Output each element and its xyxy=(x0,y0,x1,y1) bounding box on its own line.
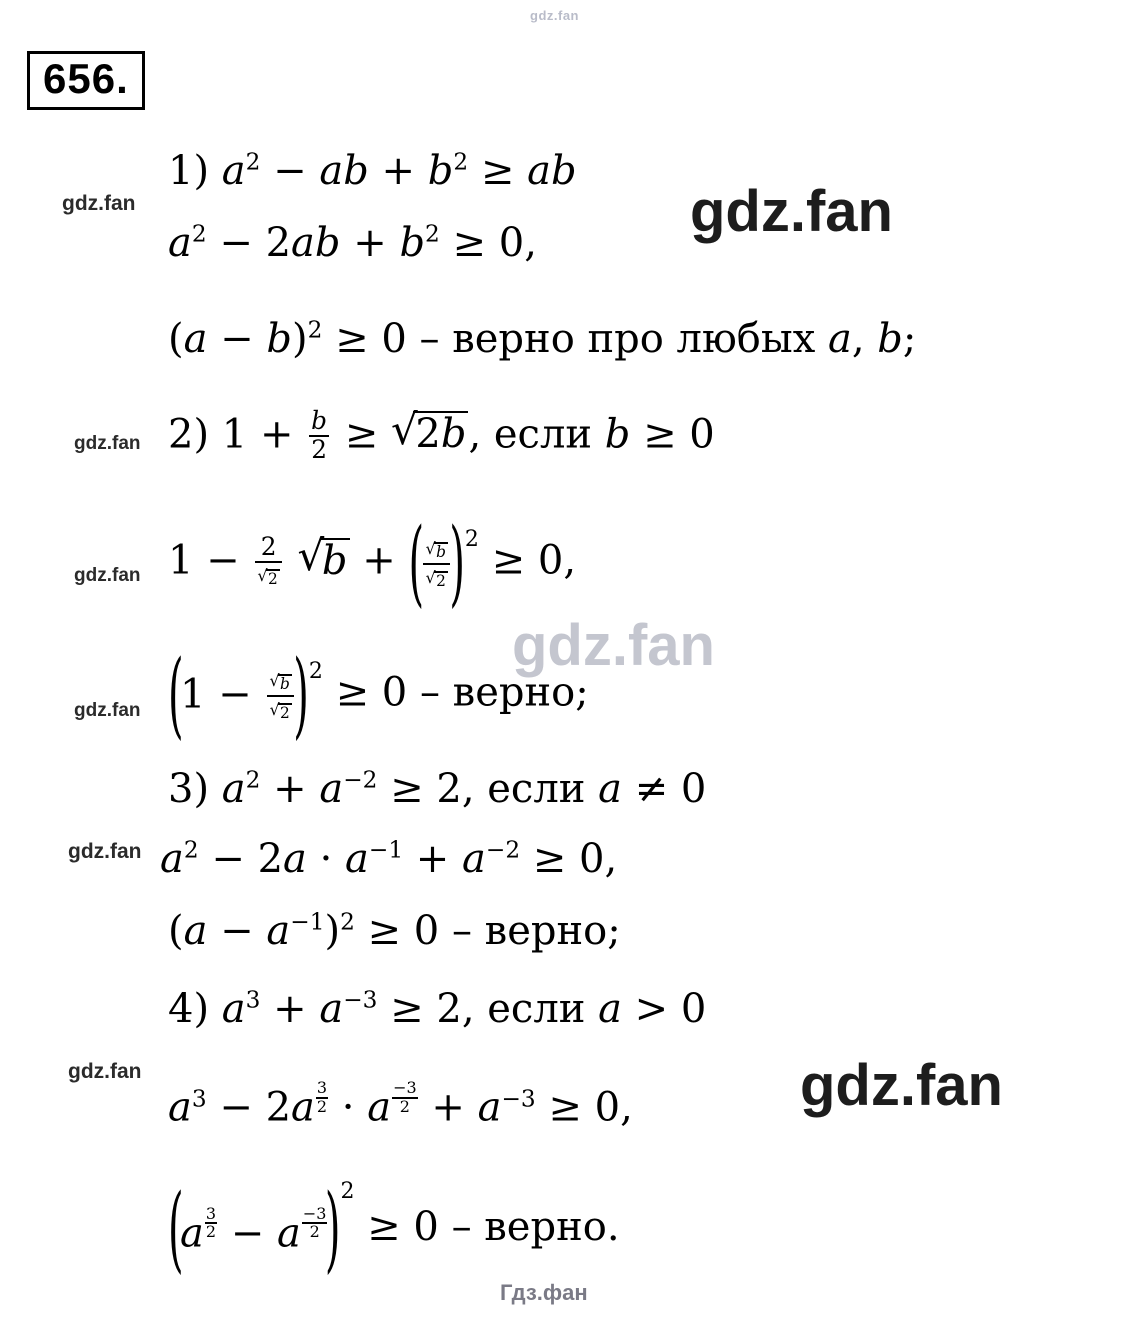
page-footer: Гдз.фан xyxy=(500,1280,588,1305)
watermark-big-1: gdz.fan xyxy=(690,179,893,244)
solution-line-2a: 2) 1 + $\frac{b}{2}$ ≥ √ 2b, если b ≥ 0 xyxy=(168,408,715,464)
watermark-6: gdz.fan xyxy=(68,1060,142,1083)
solution-line-4a: 4) $a^3 + a^{-3} \ge 2$, если a > 0 xyxy=(168,986,707,1032)
solution-line-3c: $(a - a^{-1})^2 \ge 0$ – верно; xyxy=(168,908,621,954)
watermark-2: gdz.fan xyxy=(74,433,141,454)
watermark-top: gdz.fan xyxy=(530,8,579,23)
solution-line-4b: $a^3 - 2a$ $\frac{3}{2}$ · a $\frac{-3}{2}$ + $a^{-3} \ge 0$, xyxy=(168,1078,633,1131)
watermark-big-2: gdz.fan xyxy=(512,613,715,678)
watermark-4: gdz.fan xyxy=(74,700,141,721)
watermark-5: gdz.fan xyxy=(68,840,142,863)
watermark-3: gdz.fan xyxy=(74,565,141,586)
solution-line-2b: 1 − 2 √ 2 √ b + ( √ b √ 2 ) $^2$ ≥ 0, xyxy=(168,528,576,591)
solution-line-1c: $(a - b)^2 \ge 0$ – верно про любых a, b; xyxy=(168,316,917,362)
solution-line-4c: ( a $\frac{3}{2}$ − a $\frac{-3}{2}$ )$^2$ ≥ 0 – верно. xyxy=(168,1180,620,1254)
watermark-big-3: gdz.fan xyxy=(800,1053,1003,1118)
solution-line-3b: $a^2 - 2a \cdot a^{-1} + a^{-2} \ge 0$, xyxy=(160,836,618,882)
solution-line-3a: 3) $a^2 + a^{-2} \ge 2$, если a ≠ 0 xyxy=(168,766,707,812)
watermark-1: gdz.fan xyxy=(62,192,136,215)
task-number: 656. xyxy=(27,51,145,110)
solution-line-2c: ( 1 − √ b √ 2 ) $^2$ ≥ 0 – верно; xyxy=(168,660,589,723)
solution-line-1a: 1) $a^2$ − ab + $b^2$ ≥ ab xyxy=(168,148,577,194)
solution-line-1b: $a^2 - 2ab + b^2 \ge 0$, xyxy=(168,220,537,266)
